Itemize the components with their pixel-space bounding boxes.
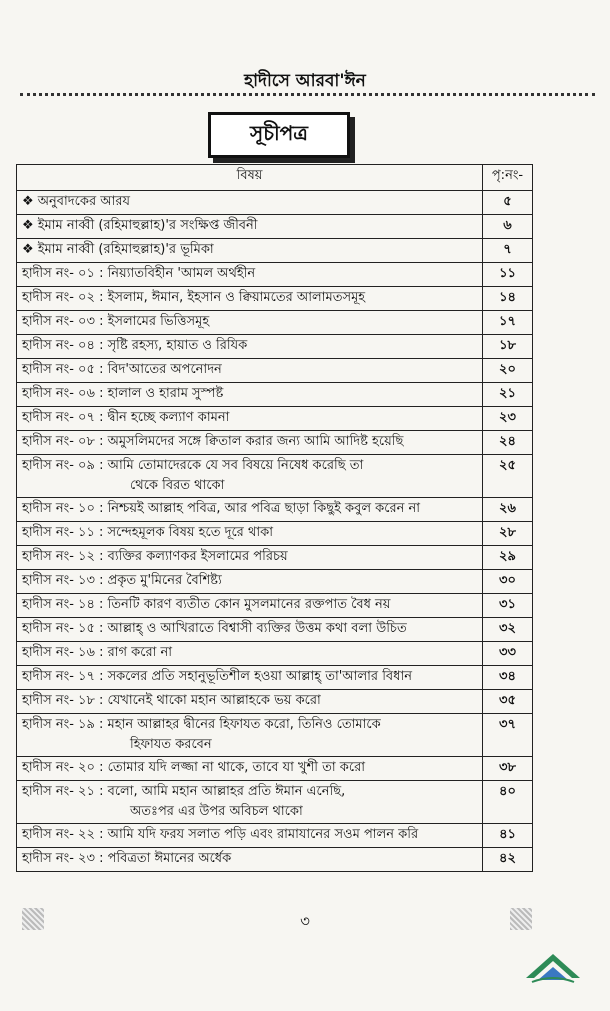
running-header: হাদীসে আরবা'ঈন bbox=[244, 71, 366, 91]
toc-entry bbox=[17, 191, 483, 215]
toc-entry-label: হাদীস নং- ১৩ : প্রকৃত মু'মিনের বৈশিষ্ট্য bbox=[22, 573, 222, 588]
toc-entry-label: হাদীস নং- ২১ : বলো, আমি মহান আল্লাহর প্রতি ঈমান এনেছি, bbox=[22, 784, 346, 799]
toc-entry-continuation: হিফাযত করবেন bbox=[130, 737, 212, 752]
toc-entry-label: ❖ ইমাম নাব্বী (রহিমাহুল্লাহ)'র সংক্ষিপ্ত জীবনী bbox=[22, 218, 258, 233]
toc-entry bbox=[17, 690, 483, 714]
toc-entry bbox=[17, 455, 483, 498]
toc-entry bbox=[17, 666, 483, 690]
toc-entry bbox=[17, 714, 483, 757]
page-number: ৩ bbox=[300, 912, 310, 930]
toc-entry-label: ❖ ইমাম নাব্বী (রহিমাহুল্লাহ)'র ভূমিকা bbox=[22, 242, 214, 257]
toc-page-number: ১৪ bbox=[483, 287, 533, 311]
toc-entry-continuation: থেকে বিরত থাকো bbox=[130, 478, 225, 493]
toc-page-number: ২৯ bbox=[483, 546, 533, 570]
toc-row bbox=[17, 690, 533, 714]
toc-entry-label: হাদীস নং- ০৬ : হালাল ও হারাম সুস্পষ্ট bbox=[22, 386, 224, 401]
toc-entry-label: হাদীস নং- ০১ : নিয়্যাতবিহীন 'আমল অর্থহীন bbox=[22, 266, 256, 281]
toc-row bbox=[17, 191, 533, 215]
toc-page-number: ৩৫ bbox=[483, 690, 533, 714]
toc-page-number: ২০ bbox=[483, 359, 533, 383]
toc-entry bbox=[17, 359, 483, 383]
toc-page-number: ৩৩ bbox=[483, 642, 533, 666]
toc-row bbox=[17, 359, 533, 383]
toc-body bbox=[17, 191, 533, 872]
toc-entry-label: হাদীস নং- ১৯ : মহান আল্লাহর দ্বীনের হিফাযত করো, তিনিও তোমাকে bbox=[22, 717, 381, 732]
toc-row bbox=[17, 335, 533, 359]
toc-entry-label: হাদীস নং- ০৯ : আমি তোমাদেরকে যে সব বিষয়ে নিষেধ করেছি তা bbox=[22, 458, 364, 473]
toc-entry-label: হাদীস নং- ২৩ : পবিত্রতা ঈমানের অর্ধেক bbox=[22, 851, 232, 866]
toc-entry-label: হাদীস নং- ১৭ : সকলের প্রতি সহানুভূতিশীল হওয়া আল্লাহ্ তা'আলার বিধান bbox=[22, 669, 412, 684]
toc-row bbox=[17, 824, 533, 848]
column-header-page: পৃ:নং- bbox=[483, 165, 533, 191]
toc-page-number: ১১ bbox=[483, 263, 533, 287]
toc-entry bbox=[17, 642, 483, 666]
toc-page-number: ২১ bbox=[483, 383, 533, 407]
toc-page-number: ৩০ bbox=[483, 570, 533, 594]
publisher-logo-icon bbox=[524, 950, 582, 984]
toc-row bbox=[17, 383, 533, 407]
header-dotted-rule bbox=[20, 93, 595, 96]
toc-row bbox=[17, 239, 533, 263]
toc-page-number: ৪১ bbox=[483, 824, 533, 848]
toc-row bbox=[17, 642, 533, 666]
toc-page-number: ৩১ bbox=[483, 594, 533, 618]
toc-row bbox=[17, 594, 533, 618]
toc-entry-label: হাদীস নং- ১২ : ব্যক্তির কল্যাণকর ইসলামের পরিচয় bbox=[22, 549, 288, 564]
toc-row bbox=[17, 287, 533, 311]
toc-entry bbox=[17, 311, 483, 335]
toc-entry-label: হাদীস নং- ০৭ : দ্বীন হচ্ছে কল্যাণ কামনা bbox=[22, 410, 230, 425]
toc-entry-label: হাদীস নং- ১৪ : তিনটি কারণ ব্যতীত কোন মুসলমানের রক্তপাত বৈধ নয় bbox=[22, 597, 391, 612]
toc-row bbox=[17, 618, 533, 642]
toc-entry-label: হাদীস নং- ০৫ : বিদ'আতের অপনোদন bbox=[22, 362, 222, 377]
toc-row bbox=[17, 455, 533, 498]
toc-entry bbox=[17, 287, 483, 311]
toc-entry-label: হাদীস নং- ০২ : ইসলাম, ঈমান, ইহসান ও ক্বিয়ামতের আলামতসমূহ bbox=[22, 290, 366, 305]
toc-entry bbox=[17, 263, 483, 287]
toc-entry-label: হাদীস নং- ০৪ : সৃষ্টি রহস্য, হায়াত ও রিযিক bbox=[22, 338, 248, 353]
toc-row bbox=[17, 714, 533, 757]
toc-entry-label: হাদীস নং- ১৫ : আল্লাহ্ ও আখিরাতে বিশ্বাসী ব্যক্তির উত্তম কথা বলা উচিত bbox=[22, 621, 407, 636]
toc-entry-label: হাদীস নং- ১০ : নিশ্চয়ই আল্লাহ পবিত্র, আর পবিত্র ছাড়া কিছুই কবুল করেন না bbox=[22, 501, 421, 516]
toc-row bbox=[17, 215, 533, 239]
toc-table bbox=[16, 164, 533, 872]
toc-entry-label: হাদীস নং- ১৬ : রাগ করো না bbox=[22, 645, 173, 660]
toc-entry-label: হাদীস নং- ১৮ : যেখানেই থাকো মহান আল্লাহকে ভয় করো bbox=[22, 693, 321, 708]
toc-entry bbox=[17, 781, 483, 824]
toc-row bbox=[17, 431, 533, 455]
toc-entry bbox=[17, 824, 483, 848]
column-header-subject: বিষয় bbox=[17, 165, 483, 191]
toc-entry bbox=[17, 335, 483, 359]
toc-row bbox=[17, 757, 533, 781]
toc-entry bbox=[17, 848, 483, 872]
toc-row bbox=[17, 848, 533, 872]
toc-entry bbox=[17, 522, 483, 546]
toc-page-number: ৩২ bbox=[483, 618, 533, 642]
toc-entry-label: হাদীস নং- ২০ : তোমার যদি লজ্জা না থাকে, তাবে যা খুশী তা করো bbox=[22, 760, 365, 775]
toc-page-number: ৫ bbox=[483, 191, 533, 215]
toc-page-number: ১৭ bbox=[483, 311, 533, 335]
toc-entry-label: ❖ অনুবাদকের আরয bbox=[22, 194, 131, 209]
toc-page-number: ৪২ bbox=[483, 848, 533, 872]
toc-entry bbox=[17, 570, 483, 594]
toc-page-number: ২৮ bbox=[483, 522, 533, 546]
toc-page-number: ২৬ bbox=[483, 498, 533, 522]
toc-row bbox=[17, 311, 533, 335]
toc-entry-label: হাদীস নং- ১১ : সন্দেহমূলক বিষয় হতে দূরে থাকা bbox=[22, 525, 274, 540]
toc-page-number: ২৫ bbox=[483, 455, 533, 498]
toc-title: সূচীপত্র bbox=[208, 112, 350, 158]
toc-row bbox=[17, 407, 533, 431]
toc-page-number: ১৮ bbox=[483, 335, 533, 359]
toc-page-number: ২৩ bbox=[483, 407, 533, 431]
toc-row bbox=[17, 666, 533, 690]
toc-entry bbox=[17, 215, 483, 239]
toc-page-number: ৩৭ bbox=[483, 714, 533, 757]
toc-row bbox=[17, 263, 533, 287]
toc-row bbox=[17, 522, 533, 546]
toc-header-row bbox=[17, 165, 533, 191]
toc-entry bbox=[17, 431, 483, 455]
toc-entry bbox=[17, 594, 483, 618]
toc-entry bbox=[17, 546, 483, 570]
toc-entry bbox=[17, 618, 483, 642]
toc-entry-continuation: অতঃপর এর উপর অবিচল থাকো bbox=[130, 804, 303, 819]
toc-entry bbox=[17, 383, 483, 407]
toc-entry-label: হাদীস নং- ২২ : আমি যদি ফরয সলাত পড়ি এবং রামাযানের সওম পালন করি bbox=[22, 827, 419, 842]
toc-row bbox=[17, 570, 533, 594]
toc-page-number: ৭ bbox=[483, 239, 533, 263]
toc-entry bbox=[17, 498, 483, 522]
toc-entry-label: হাদীস নং- ০৩ : ইসলামের ভিত্তিসমূহ bbox=[22, 314, 210, 329]
toc-page-number: ৬ bbox=[483, 215, 533, 239]
toc-page-number: ৩৮ bbox=[483, 757, 533, 781]
toc-entry bbox=[17, 239, 483, 263]
toc-page-number: ২৪ bbox=[483, 431, 533, 455]
toc-entry bbox=[17, 757, 483, 781]
toc-page-number: ৪০ bbox=[483, 781, 533, 824]
toc-entry-label: হাদীস নং- ০৮ : অমুসলিমদের সঙ্গে ক্বিতাল করার জন্য আমি আদিষ্ট হয়েছি bbox=[22, 434, 404, 449]
toc-page-number: ৩৪ bbox=[483, 666, 533, 690]
toc-row bbox=[17, 498, 533, 522]
toc-row bbox=[17, 781, 533, 824]
toc-entry bbox=[17, 407, 483, 431]
toc-row bbox=[17, 546, 533, 570]
